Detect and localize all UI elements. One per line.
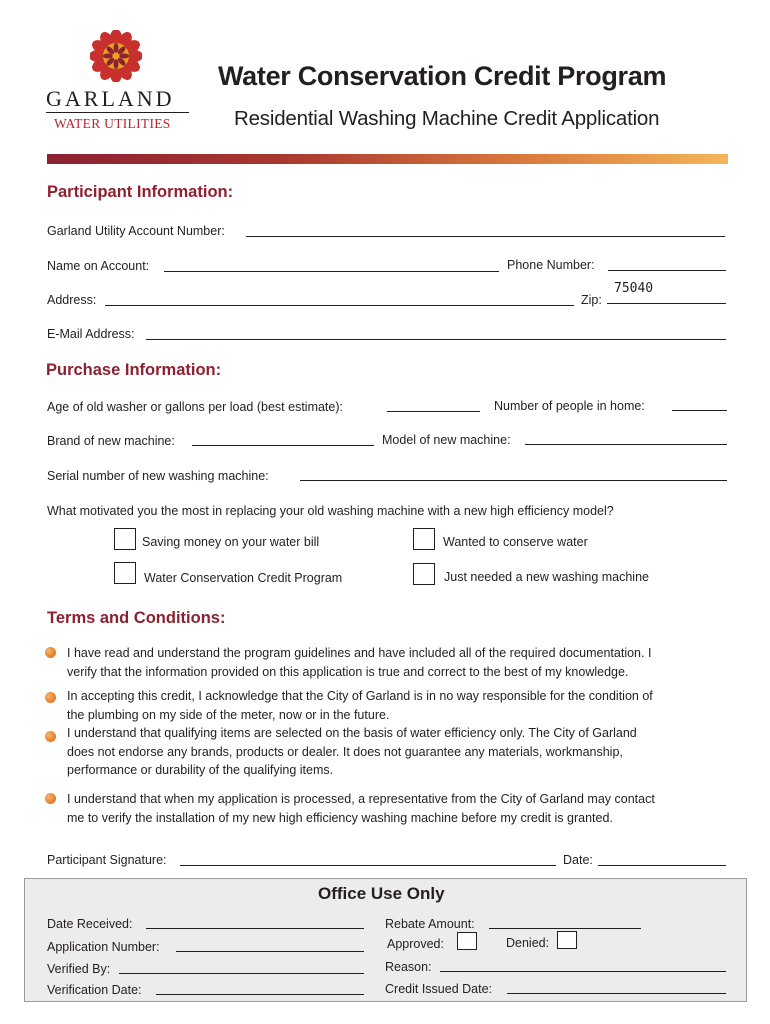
application-number-label: Application Number: [47,940,160,954]
verified-by-label: Verified By: [47,962,111,976]
credit-program-label: Water Conservation Credit Program [144,571,343,585]
term-line: I understand that when my application is processed, a representative from the City of Garland may contact [67,792,655,806]
new-machine-checkbox[interactable] [413,563,435,585]
serial-field[interactable] [300,480,727,481]
signature-date-field[interactable] [598,865,726,866]
reason-field[interactable] [440,971,726,972]
approved-label: Approved: [387,937,444,951]
garland-logo [40,30,195,135]
email-field[interactable] [146,339,726,340]
washer-age-label: Age of old washer or gallons per load (best estimate): [47,400,343,414]
signature-label: Participant Signature: [47,853,167,867]
brand-field[interactable] [192,445,374,446]
conserve-water-label: Wanted to conserve water [443,535,588,549]
address-label: Address: [47,293,97,307]
denied-checkbox[interactable] [557,931,577,949]
saving-money-checkbox[interactable] [114,528,136,550]
credit-issued-date-label: Credit Issued Date: [385,982,492,996]
office-heading: Office Use Only [318,884,445,903]
date-received-field[interactable] [146,928,364,929]
signature-date-label: Date: [563,853,593,867]
people-in-home-label: Number of people in home: [494,399,645,413]
logo-divider [46,112,189,113]
term-bullet-icon [45,647,56,658]
application-number-field[interactable] [176,951,364,952]
term-item [67,724,637,780]
new-machine-label: Just needed a new washing machine [444,570,649,584]
term-line: I have read and understand the program guidelines and have included all of the required documentation. I [67,646,652,660]
participant-heading: Participant Information: [47,183,234,201]
conserve-water-checkbox[interactable] [413,528,435,550]
brand-label: Brand of new machine: [47,434,175,448]
purchase-heading: Purchase Information: [46,361,222,379]
account-number-field[interactable] [246,236,725,237]
saving-money-label: Saving money on your water bill [142,535,320,549]
rebate-amount-field[interactable] [489,928,641,929]
page-title: Water Conservation Credit Program [218,61,667,91]
logo-org-name: GARLAND [46,86,175,111]
denied-label: Denied: [506,936,550,950]
header-gradient-bar [47,154,728,164]
zip-field[interactable] [607,303,726,304]
washer-age-field[interactable] [387,411,480,412]
page-subtitle: Residential Washing Machine Credit Application [234,107,660,130]
email-label: E-Mail Address: [47,327,135,341]
term-line: verify that the information provided on this application is true and correct to the best of my knowledge. [67,664,629,679]
phone-number-label: Phone Number: [507,258,595,272]
term-bullet-icon [45,692,56,703]
motivation-question: What motivated you the most in replacing your old washing machine with a new high efficiency model? [47,504,614,518]
verified-by-field[interactable] [119,973,364,974]
date-received-label: Date Received: [47,917,133,931]
credit-program-checkbox[interactable] [114,562,136,584]
account-number-label: Garland Utility Account Number: [47,224,225,238]
term-line: the plumbing on my side of the meter, now or in the future. [67,707,390,722]
zip-value: 75040 [614,281,654,296]
model-label: Model of new machine: [382,433,511,447]
term-line: does not endorse any brands, products or dealer. It does not guarantee any materials, workmanship, [67,744,623,759]
term-item [67,790,655,827]
credit-issued-date-field[interactable] [507,993,726,994]
serial-label: Serial number of new washing machine: [47,469,269,483]
term-line: In accepting this credit, I acknowledge that the City of Garland is in no way responsible for the condition of [67,689,653,703]
term-line: me to verify the installation of my new high efficiency washing machine before my credit is granted. [67,810,613,825]
address-field[interactable] [105,305,574,306]
model-field[interactable] [525,444,727,445]
term-item [67,644,651,681]
reason-label: Reason: [385,960,432,974]
verification-date-field[interactable] [156,994,364,995]
logo-org-sub: WATER UTILITIES [54,116,171,131]
term-item [67,687,653,724]
term-line: I understand that qualifying items are selected on the basis of water efficiency only. The City of Garland [67,726,637,740]
signature-field[interactable] [180,865,556,866]
approved-checkbox[interactable] [457,932,477,950]
phone-number-field[interactable] [608,270,726,271]
term-bullet-icon [45,793,56,804]
name-on-account-field[interactable] [164,271,499,272]
rebate-amount-label: Rebate Amount: [385,917,475,931]
term-bullet-icon [45,731,56,742]
verification-date-label: Verification Date: [47,983,142,997]
people-in-home-field[interactable] [672,410,727,411]
term-line: performance or durability of the qualifying items. [67,763,334,777]
sunflower-icon [90,30,142,82]
zip-label: Zip: [581,293,602,307]
name-on-account-label: Name on Account: [47,259,150,273]
terms-heading: Terms and Conditions: [47,609,226,627]
